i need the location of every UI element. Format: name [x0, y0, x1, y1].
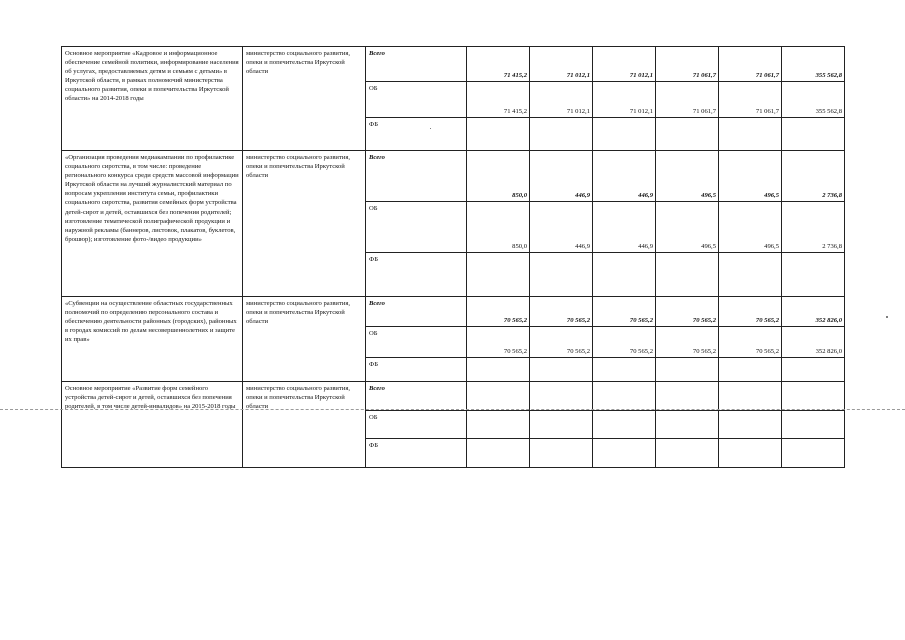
total-amount-cell — [782, 382, 845, 411]
year-amount-cell — [530, 358, 593, 382]
year-amount-cell — [467, 382, 530, 411]
year-amount-cell — [467, 358, 530, 382]
total-amount-cell — [782, 253, 845, 297]
funding-source-cell: Всего — [366, 297, 467, 327]
year-amount-cell: 71 061,7 — [719, 82, 782, 118]
year-amount-cell: 850,0 — [467, 202, 530, 253]
scan-artifact-line — [0, 409, 905, 410]
year-amount-cell — [656, 253, 719, 297]
year-amount-cell — [530, 439, 593, 468]
funding-source-cell: Всего — [366, 47, 467, 82]
year-amount-cell — [719, 253, 782, 297]
year-amount-cell — [467, 118, 530, 151]
year-amount-cell: 446,9 — [593, 202, 656, 253]
year-amount-cell — [656, 382, 719, 411]
year-amount-cell: 446,9 — [593, 151, 656, 202]
year-amount-cell: 70 565,2 — [467, 297, 530, 327]
year-amount-cell: 70 565,2 — [719, 327, 782, 358]
year-amount-cell: 70 565,2 — [656, 297, 719, 327]
year-amount-cell: 850,0 — [467, 151, 530, 202]
funding-source-cell: ОБ — [366, 327, 467, 358]
year-amount-cell: 70 565,2 — [719, 297, 782, 327]
year-amount-cell — [530, 253, 593, 297]
year-amount-cell: 71 012,1 — [593, 82, 656, 118]
total-amount-cell — [782, 118, 845, 151]
year-amount-cell: 71 061,7 — [656, 82, 719, 118]
responsible-organization-cell: министерство социального развития, опеки и попечительства Иркутской области — [243, 382, 366, 468]
year-amount-cell: 446,9 — [530, 202, 593, 253]
year-amount-cell — [719, 118, 782, 151]
funding-source-cell: ФБ — [366, 118, 467, 151]
total-amount-cell: 2 736,8 — [782, 151, 845, 202]
responsible-organization-cell: министерство социального развития, опеки и попечительства Иркутской области — [243, 297, 366, 382]
year-amount-cell: 70 565,2 — [530, 297, 593, 327]
year-amount-cell — [719, 358, 782, 382]
funding-source-cell: ФБ — [366, 253, 467, 297]
funding-source-cell: Всего — [366, 151, 467, 202]
total-amount-cell — [782, 411, 845, 439]
year-amount-cell: 71 012,1 — [530, 47, 593, 82]
year-amount-cell: 496,5 — [656, 202, 719, 253]
year-amount-cell: 71 012,1 — [593, 47, 656, 82]
activity-description-cell: «Субвенции на осуществление областных государственных полномочий по определению персонального состава и обеспечению деятельности районных (городских), районных в городах комиссий по делам несовершеннолетних и защите их прав» — [62, 297, 243, 382]
year-amount-cell: 70 565,2 — [593, 327, 656, 358]
year-amount-cell: 71 061,7 — [719, 47, 782, 82]
year-amount-cell: 71 415,2 — [467, 47, 530, 82]
activity-description-cell: Основное мероприятие «Кадровое и информационное обеспечение семейной политики, информирование населения об услугах, предоставляемых детям и семьям с детьми» в Иркутской области, в рамках полномочий министерства социального развития, опеки и попечительства Иркутской области» на 2014-2018 годы — [62, 47, 243, 151]
year-amount-cell — [593, 411, 656, 439]
year-amount-cell — [593, 382, 656, 411]
year-amount-cell — [467, 411, 530, 439]
total-amount-cell: 352 826,0 — [782, 297, 845, 327]
scan-speck — [430, 128, 431, 129]
year-amount-cell — [530, 411, 593, 439]
total-amount-cell: 2 736,8 — [782, 202, 845, 253]
year-amount-cell: 70 565,2 — [467, 327, 530, 358]
total-amount-cell — [782, 358, 845, 382]
year-amount-cell: 496,5 — [719, 151, 782, 202]
year-amount-cell — [719, 439, 782, 468]
total-amount-cell — [782, 439, 845, 468]
year-amount-cell: 71 061,7 — [656, 47, 719, 82]
year-amount-cell — [656, 118, 719, 151]
table-row — [62, 47, 845, 82]
budget-table-body — [62, 47, 845, 468]
responsible-organization-cell: министерство социального развития, опеки и попечительства Иркутской области — [243, 151, 366, 297]
year-amount-cell: 70 565,2 — [530, 327, 593, 358]
year-amount-cell — [593, 439, 656, 468]
table-row — [62, 297, 845, 327]
year-amount-cell: 446,9 — [530, 151, 593, 202]
year-amount-cell — [467, 439, 530, 468]
budget-table — [61, 46, 845, 468]
year-amount-cell — [467, 253, 530, 297]
year-amount-cell: 70 565,2 — [593, 297, 656, 327]
funding-source-cell: ФБ — [366, 358, 467, 382]
funding-source-cell: ОБ — [366, 411, 467, 439]
activity-description-cell: Основное мероприятие «Развитие форм семейного устройства детей-сирот и детей, оставшихся без попечения родителей, в том числе детей-инвалидов» на 2015-2018 годы — [62, 382, 243, 468]
total-amount-cell: 355 562,8 — [782, 82, 845, 118]
table-row — [62, 382, 845, 411]
scan-speck — [886, 316, 888, 318]
year-amount-cell: 71 012,1 — [530, 82, 593, 118]
funding-source-cell: ОБ — [366, 202, 467, 253]
year-amount-cell: 71 415,2 — [467, 82, 530, 118]
total-amount-cell: 352 826,0 — [782, 327, 845, 358]
funding-source-cell: ФБ — [366, 439, 467, 468]
year-amount-cell: 496,5 — [719, 202, 782, 253]
year-amount-cell — [593, 358, 656, 382]
year-amount-cell — [719, 382, 782, 411]
responsible-organization-cell: министерство социального развития, опеки и попечительства Иркутской области — [243, 47, 366, 151]
total-amount-cell: 355 562,8 — [782, 47, 845, 82]
year-amount-cell — [593, 253, 656, 297]
table-row — [62, 151, 845, 202]
year-amount-cell: 496,5 — [656, 151, 719, 202]
year-amount-cell — [656, 358, 719, 382]
year-amount-cell — [719, 411, 782, 439]
activity-description-cell: «Организация проведения медиакампании по профилактике социального сиротства, в том числе: проведение регионального конкурса среди средств массовой информации Иркутской области на лучший журналистский материал по вопросам укрепления института семьи, профилактики социального сиротства, развития семейных форм устройства детей-сирот и детей, оставшихся без попечения родителей; изготовление тематической полиграфической продукции и наружной рекламы (баннеров, листовок, плакатов, буклетов, брошюр); изготовление фото-/видео продукции» — [62, 151, 243, 297]
year-amount-cell — [593, 118, 656, 151]
year-amount-cell — [656, 411, 719, 439]
funding-source-cell: Всего — [366, 382, 467, 411]
year-amount-cell — [656, 439, 719, 468]
year-amount-cell — [530, 118, 593, 151]
year-amount-cell — [530, 382, 593, 411]
funding-source-cell: ОБ — [366, 82, 467, 118]
year-amount-cell: 70 565,2 — [656, 327, 719, 358]
